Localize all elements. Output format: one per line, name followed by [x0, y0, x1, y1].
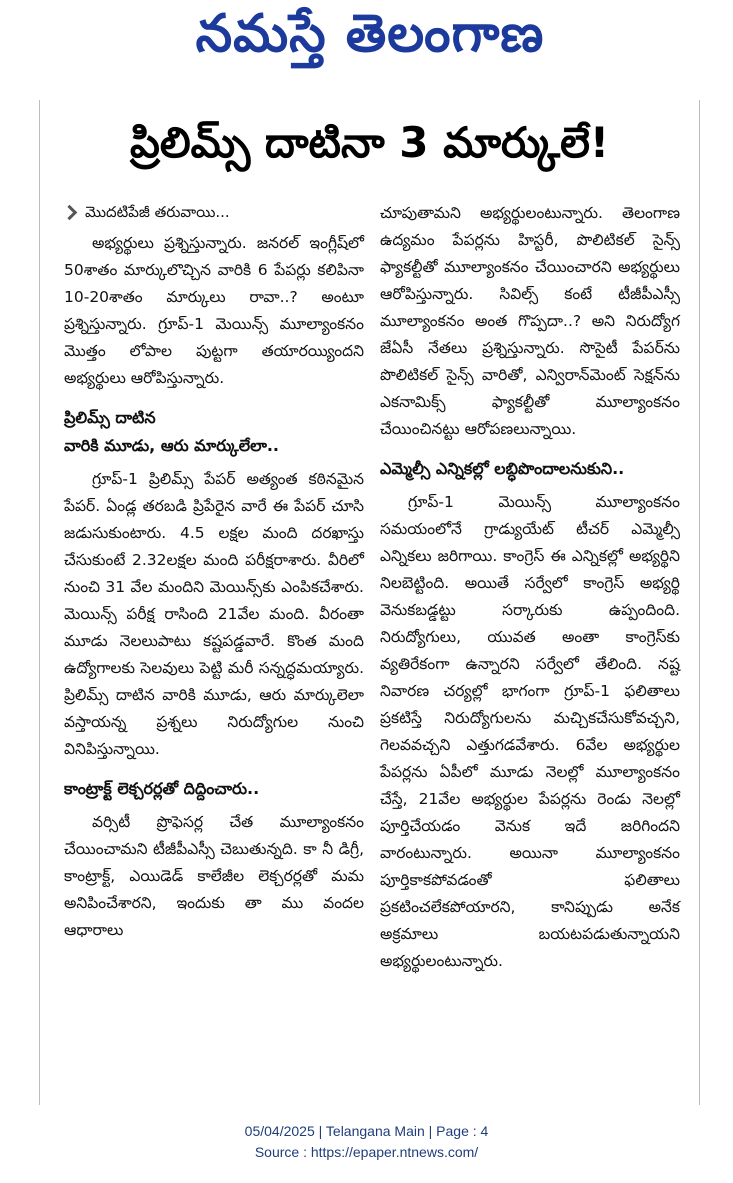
left-paragraph-1: అభ్యర్థులు ప్రశ్నిస్తున్నారు. జనరల్ ఇంగ్లీష్‌లో 50శాతం మార్కులొచ్చిన వారికి 6 పేపర్లు కలిపినా 10-20శాతం మార్కులు రావా..? అంటూ ప్రశ్నిస్తున్నారు. గ్రూప్-1 మెయిన్స్ మూల్యాంకనం మొత్తం లోపాల పుట్టగా తయారయ్యిందని అభ్యర్థులు ఆరోపిస్తున్నారు. — [64, 234, 364, 387]
continued-text: మొదటిపేజీ తరువాయి... — [85, 203, 230, 221]
right-paragraph-2: గ్రూప్-1 మెయిన్స్ మూల్యాంకనం సమయంలోనే గ్రాడ్యుయేట్ టీచర్ ఎమ్మెల్సీ ఎన్నికలు జరిగాయి. కాంగ్రెస్ ఈ ఎన్నికల్లో అభ్యర్థిని నిలబెట్టింది. అయితే సర్వేలో కాంగ్రెస్ అభ్యర్థి వెనుకబడ్డట్టు సర్కారుకు ఉప్పందింది. నిరుద్యోగులు, యువత అంతా కాంగ్రెస్‌కు వ్యతిరేకంగా ఉన్నారని సర్వేలో తేలింది. నష్ట నివారణ చర్యల్లో భాగంగా గ్రూప్-1 ఫలితాలు ప్రకటిస్తే నిరుద్యోగులను మచ్చికచేసుకోవచ్చని, గెలవవచ్చని ఎత్తుగడవేశారు. 6వేల అభ్యర్థుల పేపర్లను ఏపీలో మూడు నెలల్లో మూల్యాంకనం చేస్తే, 21వేల అభ్యర్థుల పేపర్లను రెండు నెలల్లో పూర్తిచేయడం వెనుక ఇదే జరిగిందని వారంటున్నారు. అయినా మూల్యాంకనం పూర్తికాకపోవడంతో ఫలితాలు ప్రకటించలేకపోయారని, కానిప్పుడు అనేక అక్రమాలు బయటపడుతున్నాయని అభ్యర్థులంటున్నారు. — [380, 493, 680, 970]
left-subheading-1b: వారికి మూడు, ఆరు మార్కులేలా.. — [64, 436, 280, 455]
footer-source: Source : https://epaper.ntnews.com/ — [254, 1144, 479, 1160]
left-subheading-2: కాంట్రాక్ట్ లెక్చరర్లతో దిద్దించారు.. — [64, 779, 260, 798]
chevron-right-icon — [62, 204, 78, 220]
right-subheading-1: ఎమ్మెల్సీ ఎన్నికల్లో లబ్ధిపొందాలనుకుని.. — [380, 459, 625, 478]
news-clipping — [39, 100, 700, 1105]
left-subheading-1a: ప్రిలిమ్స్ దాటిన — [64, 408, 156, 427]
left-paragraph-3: వర్సిటీ ప్రొఫెసర్ల చేత మూల్యాంకనం చేయించామని టీజీపీఎస్సీ చెబుతున్నది. కా నీ డిగ్రీ, కాంట్రాక్ట్, ఎయిడెడ్ కాలేజీల లెక్చరర్లతో మమ అనిపించేశారని, ఇందుకు తా ము వందల ఆధారాలు — [64, 813, 364, 939]
article-headline: ప్రిలిమ్స్ దాటినా 3 మార్కులే! — [129, 118, 610, 167]
footer-date-edition: 05/04/2025 | Telangana Main | Page : 4 — [244, 1123, 489, 1139]
right-paragraph-1: చూపుతామని అభ్యర్థులంటున్నారు. తెలంగాణ ఉద్యమం పేపర్లను హిస్టరీ, పొలిటికల్ సైన్స్ ఫ్యాకల్టీతో మూల్యాంకనం చేయించారని అభ్యర్థులు ఆరోపిస్తున్నారు. సివిల్స్ కంటే టీజీపీఎస్సీ మూల్యాంకనం అంత గొప్పదా..? అని నిరుద్యోగ జేఏసీ నేతలు ప్రశ్నిస్తున్నారు. సొసైటీ పేపర్‌ను పొలిటికల్ సైన్స్ వారితో, ఎన్విరాన్‌మెంట్ సెక్షన్‌ను ఎకనామిక్స్ ఫ్యాకల్టీతో మూల్యాంకనం చేయించినట్టు ఆరోపణలున్నాయి. — [380, 204, 680, 438]
left-paragraph-2: గ్రూప్-1 ప్రిలిమ్స్ పేపర్ అత్యంత కఠినమైన పేపర్. ఏండ్ల తరబడి ప్రిపేరైన వారే ఈ పేపర్ చూసి జడుసుకుంటారు. 4.5 లక్షల మంది దరఖాస్తు చేసుకుంటే 2.32లక్షల మంది పరీక్షరాశారు. వీరిలో నుంచి 31 వేల మందిని మెయిన్స్‌కు ఎంపికచేశారు. మెయిన్స్ పరీక్ష రాసింది 21వేల మంది. వీరంతా మూడు నెలలుపాటు కష్టపడ్డవారే. కొంత మంది ఉద్యోగాలకు సెలవులు పెట్టి మరీ సన్నద్ధమయ్యారు. ప్రిలిమ్స్ దాటిన వారికి మూడు, ఆరు మార్కులెలా వస్తాయన్న ప్రశ్నలు నిరుద్యోగుల నుంచి వినిపిస్తున్నాయి. — [64, 470, 364, 758]
right-column — [380, 200, 680, 985]
left-column — [64, 200, 364, 954]
continued-marker — [64, 200, 364, 224]
newspaper-masthead: నమస్తే తెలంగాణ — [195, 3, 545, 64]
